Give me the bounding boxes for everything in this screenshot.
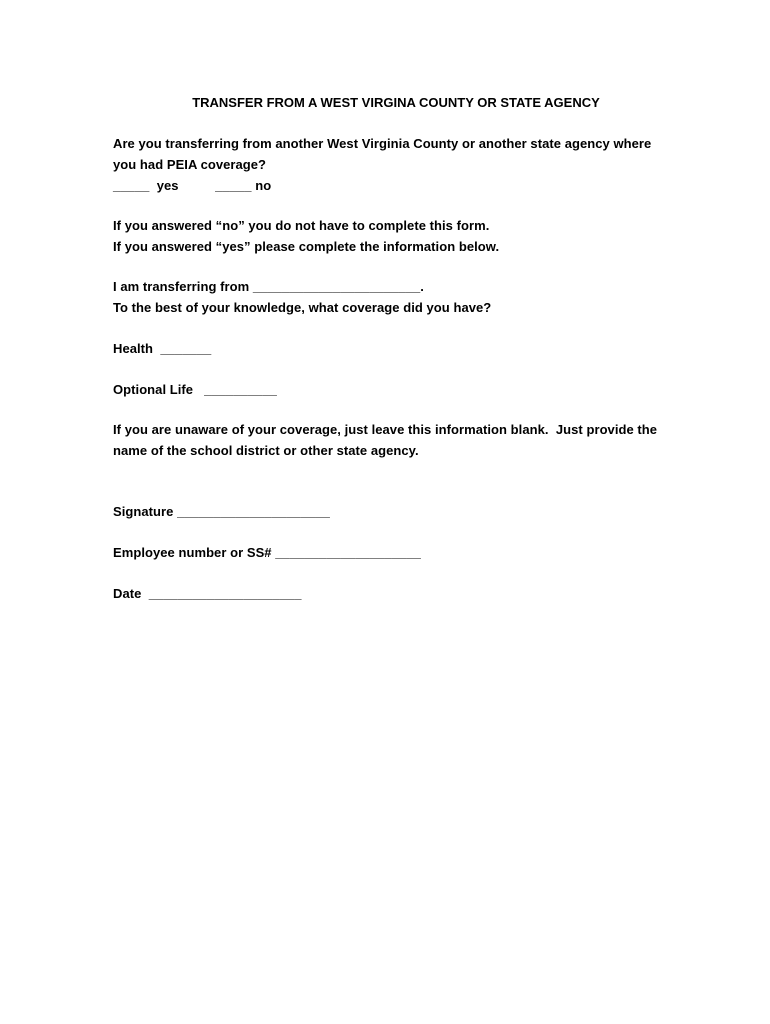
- unaware-note-line-2: name of the school district or other state agency.: [113, 443, 419, 458]
- instruction-no: If you answered “no” you do not have to complete this form.: [113, 218, 490, 233]
- transferring-from-field[interactable]: I am transferring from _______________________.: [113, 279, 424, 294]
- date-field[interactable]: Date _____________________: [113, 586, 302, 601]
- yes-no-options[interactable]: _____ yes _____ no: [113, 178, 272, 193]
- health-field[interactable]: Health _______: [113, 341, 212, 356]
- form-title: TRANSFER FROM A WEST VIRGINA COUNTY OR STATE AGENCY: [192, 95, 600, 110]
- coverage-question: To the best of your knowledge, what coverage did you have?: [113, 300, 492, 315]
- employee-number-field[interactable]: Employee number or SS# ____________________: [113, 545, 421, 560]
- question-line-1: Are you transferring from another West Virginia County or another state agency where: [113, 136, 652, 151]
- unaware-note-line-1: If you are unaware of your coverage, just leave this information blank. Just provide the: [113, 422, 658, 437]
- optional-life-field[interactable]: Optional Life __________: [113, 382, 277, 397]
- question-line-2: you had PEIA coverage?: [113, 157, 267, 172]
- instruction-yes: If you answered “yes” please complete the information below.: [113, 239, 500, 254]
- signature-field[interactable]: Signature _____________________: [113, 504, 330, 519]
